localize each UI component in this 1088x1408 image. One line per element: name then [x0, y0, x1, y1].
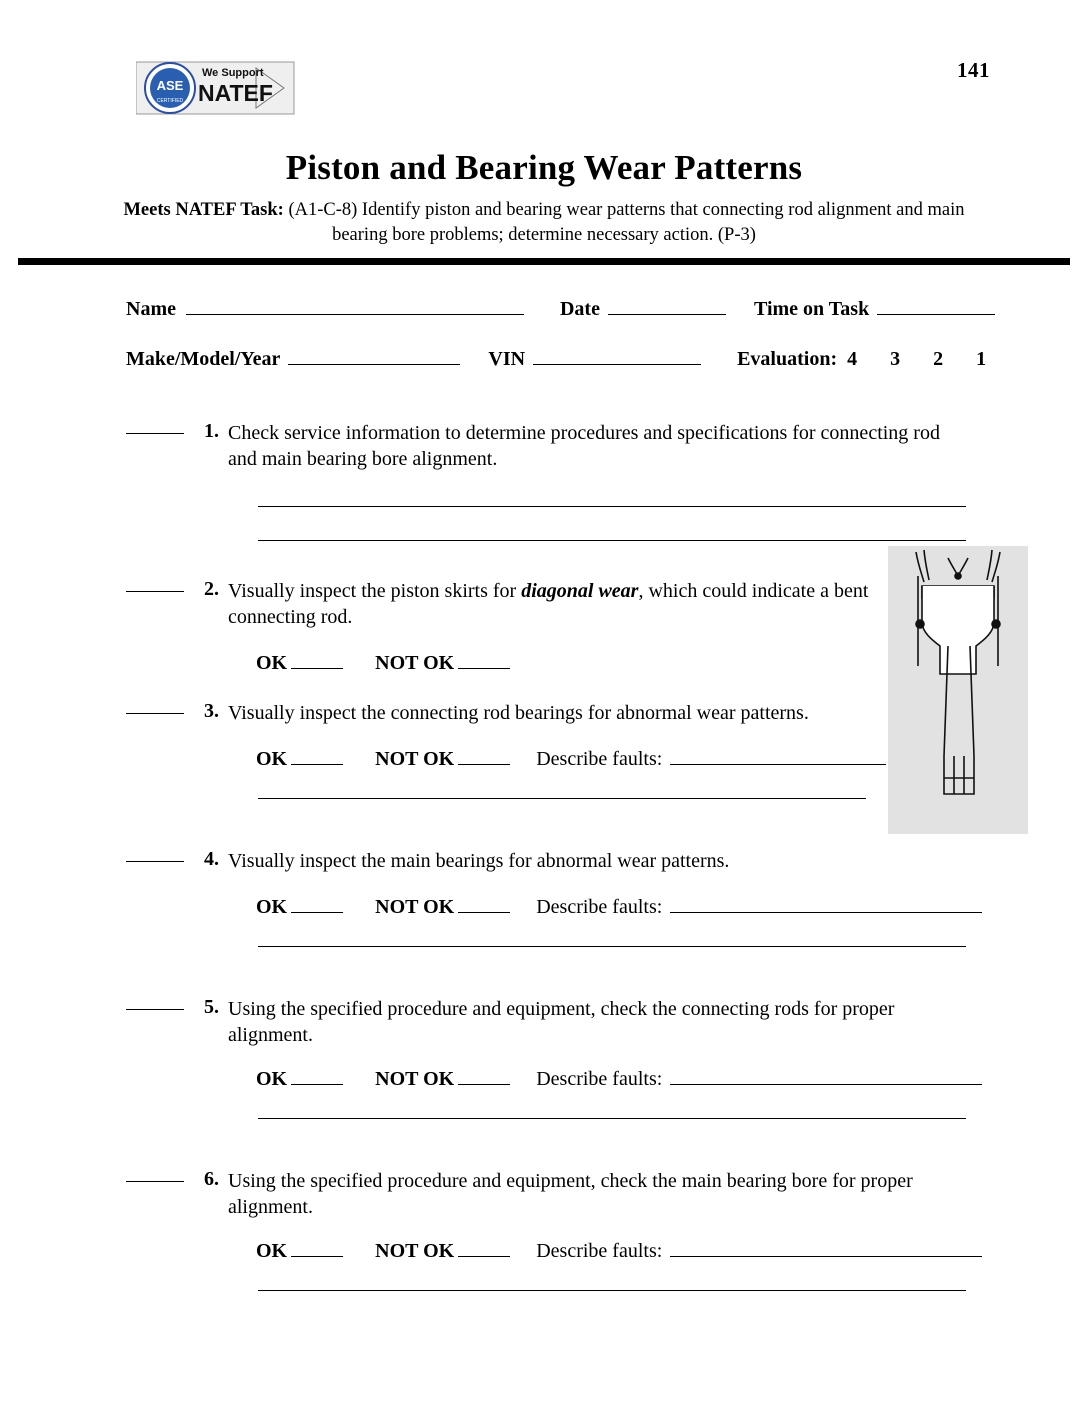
item-5-text: Using the specified procedure and equipment, check the connecting rods for proper alignment. [228, 998, 895, 1047]
item-6-answer-line[interactable] [258, 1290, 966, 1291]
item-1-text: Check service information to determine procedures and specifications for connecting rod and main bearing bore alignment. [228, 422, 940, 471]
item-4-answer-line[interactable] [258, 946, 966, 947]
item-2-not-ok-blank[interactable] [458, 652, 510, 669]
date-label: Date [559, 298, 600, 320]
evaluation-scale[interactable]: 4 3 2 1 [847, 348, 1001, 370]
item-6-describe-label: Describe faults: [536, 1240, 663, 1262]
make-model-year-label: Make/Model/Year [126, 348, 281, 370]
item-4-describe-input[interactable] [670, 896, 982, 913]
svg-text:NATEF: NATEF [198, 80, 273, 106]
item-4-number: 4. [204, 848, 219, 870]
svg-text:We Support: We Support [202, 67, 264, 79]
item-3-ok-blank[interactable] [291, 748, 343, 765]
item-1-checkbox-blank[interactable] [126, 433, 184, 434]
item-2-number: 2. [204, 578, 219, 600]
item-6-not-ok-label: NOT OK [375, 1240, 455, 1262]
item-1-number: 1. [204, 420, 219, 442]
item-3-ok-row [256, 748, 886, 771]
item-2-text: Visually inspect the piston skirts for diagonal wear, which could indicate a bent connecting rod. [228, 580, 869, 629]
natef-task-label: Meets NATEF Task: [123, 200, 284, 220]
item-5-not-ok-blank[interactable] [458, 1068, 510, 1085]
item-6-number: 6. [204, 1168, 219, 1190]
item-5-describe-label: Describe faults: [536, 1068, 663, 1090]
item-2-ok-row [256, 652, 514, 675]
item-3-checkbox-blank[interactable] [126, 713, 184, 714]
svg-text:ASE: ASE [156, 78, 184, 93]
item-2-ok-label: OK [256, 652, 288, 674]
item-3-not-ok-blank[interactable] [458, 748, 510, 765]
natef-task-text: (A1-C-8) Identify piston and bearing wear patterns that connecting rod alignment and main bearing bore problems; determine necessary action. (P-3) [288, 200, 965, 245]
item-2-checkbox-blank[interactable] [126, 591, 184, 592]
item-3-describe-input[interactable] [670, 748, 886, 765]
item-3-ok-label: OK [256, 748, 288, 770]
time-on-task-input[interactable] [877, 295, 995, 315]
vin-input[interactable] [533, 345, 701, 365]
natef-task-line [118, 198, 970, 247]
vin-label: VIN [488, 348, 526, 370]
date-input[interactable] [608, 295, 726, 315]
item-1-answer-line-1[interactable] [258, 506, 966, 507]
page-number: 141 [957, 58, 990, 82]
item-5-answer-line[interactable] [258, 1118, 966, 1119]
item-3-number: 3. [204, 700, 219, 722]
item-6-ok-blank[interactable] [291, 1240, 343, 1257]
item-3-answer-line[interactable] [258, 798, 866, 799]
item-6-ok-label: OK [256, 1240, 288, 1262]
item-5-number: 5. [204, 996, 219, 1018]
info-row-2 [126, 345, 1000, 371]
item-5-describe-input[interactable] [670, 1068, 982, 1085]
info-row-1 [126, 295, 995, 321]
item-4-not-ok-label: NOT OK [375, 896, 455, 918]
item-4-checkbox-blank[interactable] [126, 861, 184, 862]
ase-natef-logo [136, 56, 296, 124]
item-5-not-ok-label: NOT OK [375, 1068, 455, 1090]
item-6-describe-input[interactable] [670, 1240, 982, 1257]
item-3-describe-label: Describe faults: [536, 748, 663, 770]
item-3-text: Visually inspect the connecting rod bearings for abnormal wear patterns. [228, 702, 809, 724]
item-1-answer-line-2[interactable] [258, 540, 966, 541]
item-6-text: Using the specified procedure and equipment, check the main bearing bore for proper alignment. [228, 1170, 913, 1219]
item-5-ok-blank[interactable] [291, 1068, 343, 1085]
item-5-ok-label: OK [256, 1068, 288, 1090]
item-6-not-ok-blank[interactable] [458, 1240, 510, 1257]
evaluation-label: Evaluation: [737, 348, 838, 370]
item-4-ok-label: OK [256, 896, 288, 918]
item-4-text: Visually inspect the main bearings for abnormal wear patterns. [228, 850, 730, 872]
name-input[interactable] [186, 295, 524, 315]
svg-text:CERTIFIED: CERTIFIED [156, 98, 184, 104]
piston-diagram-figure [888, 546, 1028, 834]
item-6-checkbox-blank[interactable] [126, 1181, 184, 1182]
item-2-not-ok-label: NOT OK [375, 652, 455, 674]
name-label: Name [126, 298, 176, 320]
item-3-not-ok-label: NOT OK [375, 748, 455, 770]
header-divider [18, 258, 1070, 265]
item-5-ok-row [256, 1068, 982, 1091]
item-4-not-ok-blank[interactable] [458, 896, 510, 913]
item-5-checkbox-blank[interactable] [126, 1009, 184, 1010]
item-4-describe-label: Describe faults: [536, 896, 663, 918]
item-4-ok-row [256, 896, 982, 919]
time-on-task-label: Time on Task [753, 298, 870, 320]
make-model-year-input[interactable] [288, 345, 460, 365]
item-6-ok-row [256, 1240, 982, 1263]
page-title: Piston and Bearing Wear Patterns [285, 148, 803, 187]
item-4-ok-blank[interactable] [291, 896, 343, 913]
item-2-ok-blank[interactable] [291, 652, 343, 669]
